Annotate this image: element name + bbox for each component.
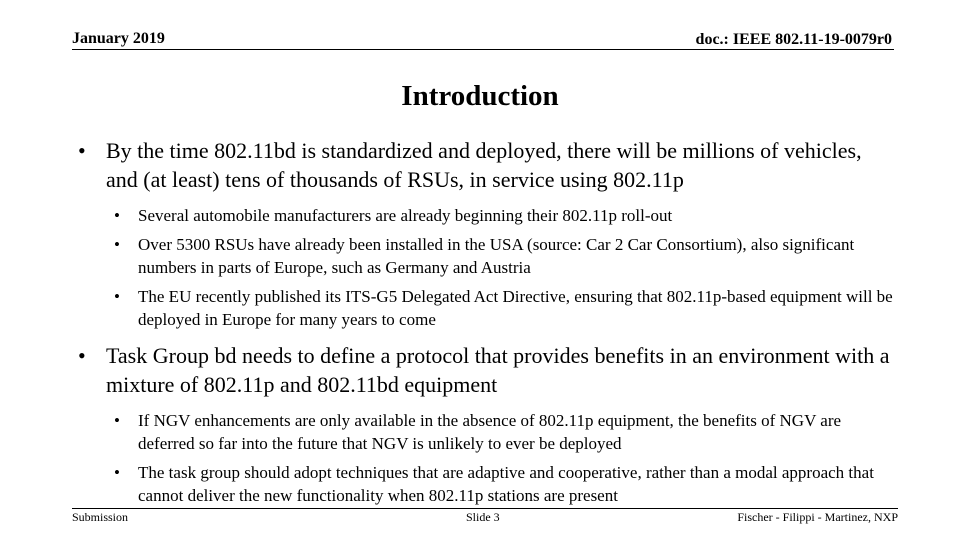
bullet-1 bbox=[78, 136, 898, 194]
sub-bullet-glyph: • bbox=[114, 462, 120, 482]
footer-authors: Fischer - Filippi - Martinez, NXP bbox=[737, 510, 898, 524]
header-date: January 2019 bbox=[72, 30, 165, 47]
bullet-2 bbox=[78, 341, 898, 399]
bullet-1-text: By the time 802.11bd is standardized and deployed, there will be millions of vehicles, and (at least) tens of thousands of RSUs, in service using 802.11p bbox=[106, 138, 862, 192]
slide-title: Introduction bbox=[401, 80, 559, 112]
sub-bullet-1-3-text: The EU recently published its ITS-G5 Delegated Act Directive, ensuring that 802.11p-based equipment will be deployed in Europe for many years to come bbox=[138, 286, 893, 329]
sub-bullet-glyph: • bbox=[114, 234, 120, 254]
sub-bullet-1-1-text: Several automobile manufacturers are already beginning their 802.11p roll-out bbox=[138, 206, 673, 225]
sub-bullet-2-2 bbox=[78, 461, 898, 508]
bullet-glyph: • bbox=[78, 342, 86, 368]
sub-bullet-glyph: • bbox=[114, 286, 120, 306]
sub-bullet-2-2-text: The task group should adopt techniques that are adaptive and cooperative, rather than a modal approach that cannot deliver the new functionality when 802.11p stations are present bbox=[138, 462, 874, 505]
sub-bullet-glyph: • bbox=[114, 410, 120, 430]
sub-bullet-2-1-text: If NGV enhancements are only available in the absence of 802.11p equipment, the benefits of NGV are deferred so far into the future that NGV is unlikely to ever be deployed bbox=[138, 410, 842, 453]
sub-bullet-2-1 bbox=[78, 409, 898, 456]
sub-bullet-1-2 bbox=[78, 233, 898, 280]
bullet-1-sublist bbox=[78, 204, 898, 332]
footer-slide-number: Slide 3 bbox=[466, 510, 500, 524]
sub-bullet-glyph: • bbox=[114, 206, 120, 225]
bullet-2-sublist bbox=[78, 409, 898, 508]
sub-bullet-1-3 bbox=[78, 285, 898, 332]
footer-submission: Submission bbox=[72, 510, 129, 524]
header-divider bbox=[72, 49, 894, 50]
footer-divider bbox=[72, 508, 898, 509]
sub-bullet-1-2-text: Over 5300 RSUs have already been installed in the USA (source: Car 2 Car Consortium), also significant numbers in parts of Europe, such as Germany and Austria bbox=[138, 234, 855, 277]
header-doc-id: doc.: IEEE 802.11-19-0079r0 bbox=[695, 31, 892, 48]
bullet-glyph: • bbox=[78, 138, 86, 163]
slide-body bbox=[78, 136, 898, 513]
bullet-2-text: Task Group bd needs to define a protocol that provides benefits in an environment with a mixture of 802.11p and 802.11bd equipment bbox=[106, 342, 890, 397]
sub-bullet-1-1 bbox=[78, 204, 898, 228]
